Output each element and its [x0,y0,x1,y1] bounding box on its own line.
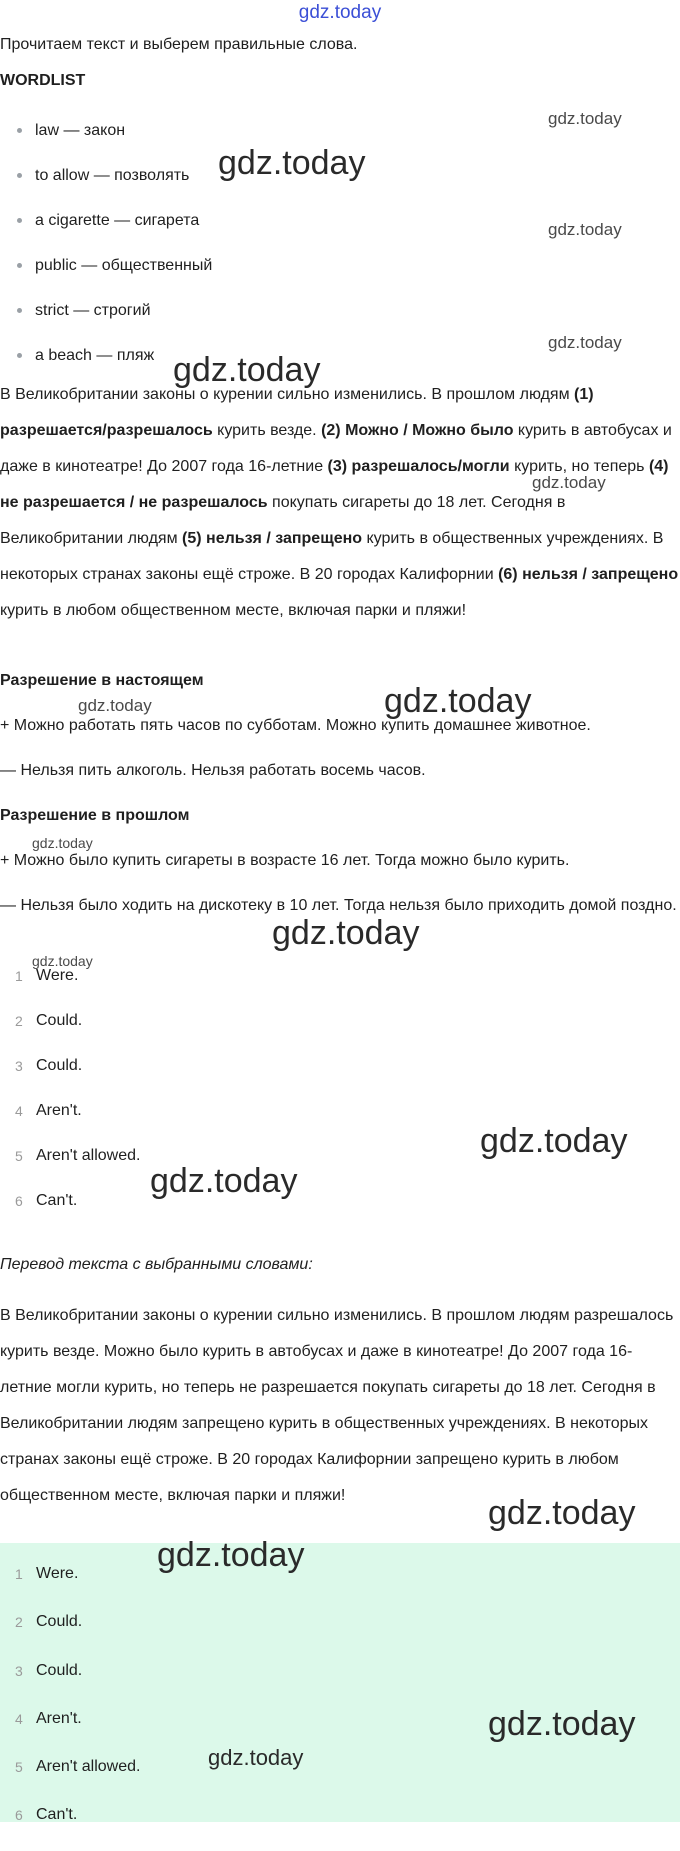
watermark: gdz.today [32,835,93,851]
bullet-icon [17,353,22,358]
watermark: gdz.today [480,1122,628,1160]
watermark: gdz.today [272,914,420,952]
watermark: gdz.today [78,696,152,715]
list-item: 1 Were. [15,967,79,984]
translation-title: Перевод текста с выбранными словами: [0,1256,313,1273]
list-item: 2 Could. [15,1012,83,1029]
watermark: gdz.today [548,109,622,128]
watermark: gdz.today [218,144,366,182]
list-item: law — закон [0,118,212,163]
blank-number: (5) [182,530,202,547]
watermark: gdz.today [384,682,532,720]
list-item: 5 Aren't allowed. [15,1758,141,1776]
answer-options: нельзя / запрещено [517,566,679,583]
bullet-icon [17,218,22,223]
watermark: gdz.today [488,1705,636,1743]
list-item: 6 Can't. [15,1192,78,1209]
present-minus: — Нельзя пить алкоголь. Нельзя работать восемь часов. [0,762,426,779]
answer-options: Можно / Можно было [340,422,514,439]
bullet-icon [17,308,22,313]
watermark: gdz.today [150,1162,298,1200]
answer-options: нельзя / запрещено [201,530,363,547]
wordlist-title: WORDLIST [0,72,86,89]
list-item: public — общественный [0,253,212,298]
translation-text: В Великобритании законы о курении сильно изменились. В прошлом людям разрешалось курить везде. Можно было курить в автобусах и даже в кинотеатре! До 2007 года 16-летние могли курить, но теперь не разрешается покупать сигареты до 18 лет. Сегодня в Великобритании людям запрещено курить в общественных учреждениях. В некоторых странах законы ещё строже. В 20 городах Калифорнии запрещено курить в любом общественном месте, включая парки и пляжи! [0,1307,674,1504]
present-title: Разрешение в настоящем [0,672,204,689]
blank-number: (4) [648,458,669,475]
list-item: 2 Could. [15,1613,83,1631]
list-item: a cigarette — сигарета [0,208,212,253]
list-item: strict — строгий [0,298,212,343]
blank-number: (2) [321,422,341,439]
past-title: Разрешение в прошлом [0,807,190,824]
watermark: gdz.today [532,473,606,492]
watermark: gdz.today [173,351,321,389]
watermark: gdz.today [32,953,93,969]
intro-text: Прочитаем текст и выберем правильные слова. [0,36,358,53]
list-item: 3 Could. [15,1057,83,1074]
blank-number: (3) [327,458,348,475]
wordlist [0,118,212,388]
blank-number: (6) [498,566,518,583]
site-logo[interactable]: gdz.today [298,2,382,23]
answer-options: разрешалось/могли [347,458,510,475]
list-item: 3 Could. [15,1661,83,1679]
bullet-icon [17,263,22,268]
list-item: a beach — пляж [0,343,212,388]
answer-options: не разрешается / не разрешалось [0,494,268,511]
blank-number: (1) [574,386,594,403]
answer-list [0,963,140,1233]
list-item: 4 Aren't. [15,1102,82,1119]
answer-box [0,1543,680,1822]
present-plus: + Можно работать пять часов по субботам. Можно купить домашнее животное. [0,717,591,734]
watermark: gdz.today [548,333,622,352]
watermark: gdz.today [488,1494,636,1532]
watermark: gdz.today [157,1536,305,1574]
bullet-icon [17,128,22,133]
watermark: gdz.today [548,220,622,239]
list-item: 6 Can't. [15,1806,78,1824]
list-item: 4 Aren't. [15,1709,82,1727]
answer-list-highlighted [0,1561,140,1851]
past-plus: + Можно было купить сигареты в возрасте 16 лет. Тогда можно было курить. [0,852,570,869]
list-item: 1 Were. [15,1565,79,1582]
watermark: gdz.today [208,1745,304,1770]
list-item: to allow — позволять [0,163,212,208]
answer-options: разрешается/разрешалось [0,422,213,439]
task-paragraph: В Великобритании законы о курении сильно изменились. В прошлом людям (1) разрешается/разрешалось курить везде. (2) Можно / Можно было курить в автобусах и даже в кинотеатре! До 2007 года 16-летние (3) разрешалось/могли курить, но теперь (4) не разрешается / не разрешалось покупать сигареты до 18 лет. Сегодня в Великобритании людям (5) нельзя / запрещено курить в общественных учреждениях. В некоторых странах законы ещё строже. В 20 городах Калифорнии (6) нельзя / запрещено курить в любом общественном месте, включая парки и пляжи! [0,386,679,619]
bullet-icon [17,173,22,178]
past-minus: — Нельзя было ходить на дискотеку в 10 лет. Тогда нельзя было приходить домой поздно. [0,897,677,914]
list-item: 5 Aren't allowed. [15,1147,141,1164]
